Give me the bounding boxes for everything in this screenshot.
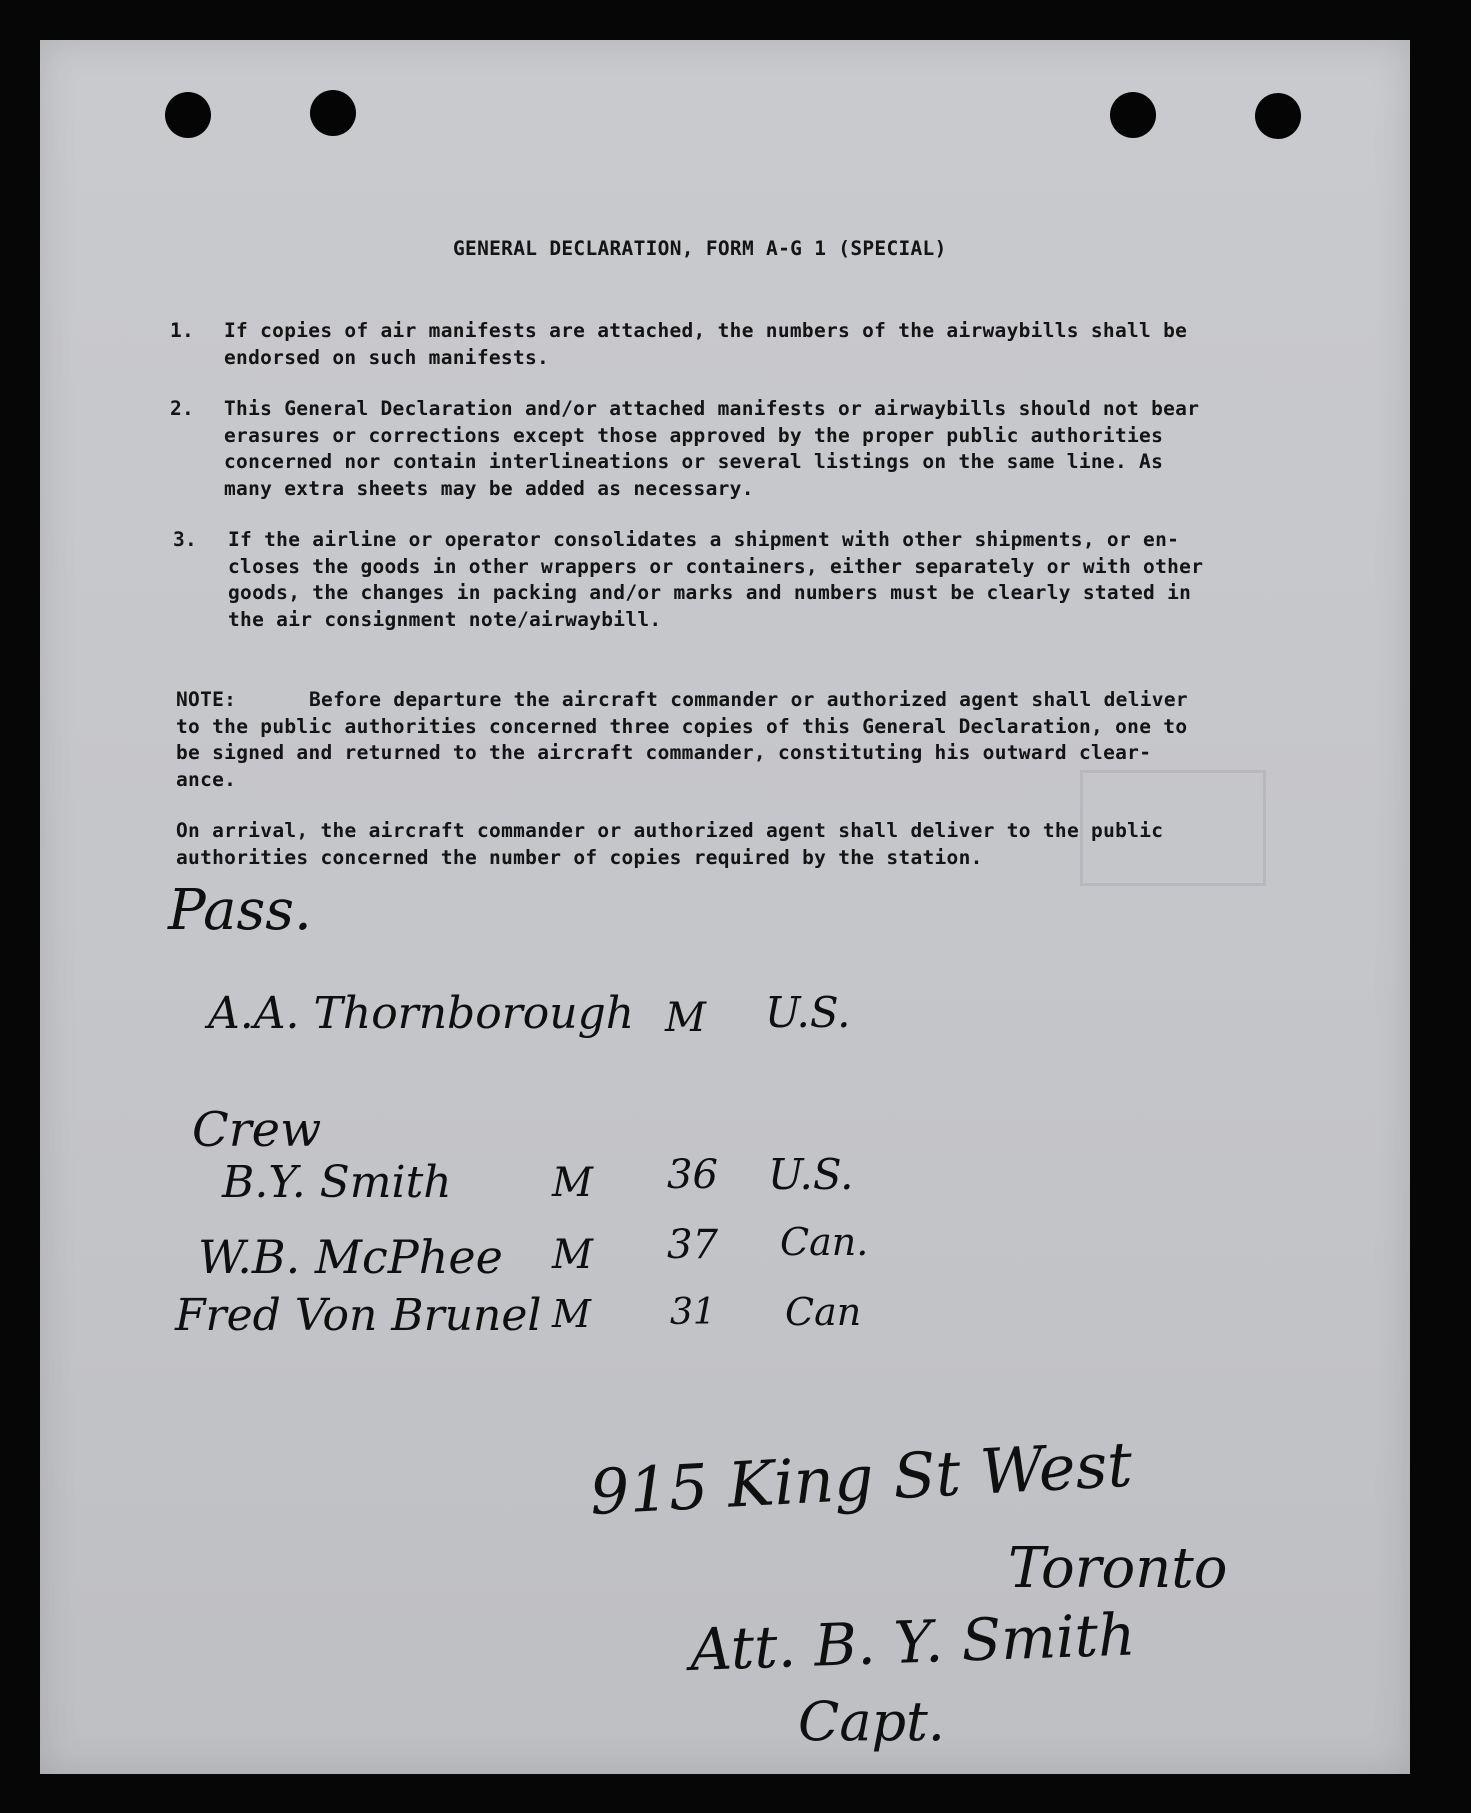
item-1-line: If copies of air manifests are attached, the numbers of the airwaybills shall be: [224, 319, 1188, 342]
item-2-line: This General Declaration and/or attached manifests or airwaybills should not bear: [224, 397, 1200, 420]
handwritten-crew-nationality: Can: [785, 1290, 862, 1334]
item-2-line: many extra sheets may be added as necessary.: [224, 476, 754, 500]
handwritten-passenger-sex: M: [665, 995, 706, 1041]
handwritten-crew-age: 31: [670, 1292, 716, 1333]
arrival-line: authorities concerned the number of copies required by the station.: [176, 845, 983, 869]
item-3-line: the air consignment note/airwaybill.: [228, 607, 662, 631]
handwritten-crew-heading: Crew: [192, 1102, 322, 1158]
note-line: to the public authorities concerned three copies of this General Declaration, one to: [176, 714, 1188, 738]
handwritten-crew-age: 36: [667, 1152, 718, 1198]
handwritten-passenger-nationality: U.S.: [765, 988, 851, 1037]
item-2-line: concerned nor contain interlineations or several listings on the same line. As: [224, 450, 1164, 473]
form-title: GENERAL DECLARATION, FORM A-G 1 (SPECIAL): [453, 237, 947, 260]
handwritten-crew-name: W.B. McPhee: [198, 1230, 503, 1284]
punch-hole-right-1: [1110, 92, 1156, 138]
handwritten-crew-name: B.Y. Smith: [222, 1157, 452, 1208]
handwritten-crew-nationality: Can.: [780, 1220, 869, 1264]
punch-hole-right-2: [1255, 93, 1301, 139]
item-2-text: [224, 396, 1284, 502]
note-line: be signed and returned to the aircraft commander, constituting his outward clear-: [176, 741, 1152, 764]
item-3-number: 3.: [173, 528, 198, 551]
punch-hole-left-1: [165, 92, 211, 138]
handwritten-address-line2: Toronto: [1008, 1536, 1228, 1601]
handwritten-crew-nationality: U.S.: [768, 1150, 854, 1199]
note-label: NOTE:: [176, 688, 237, 711]
handwritten-pass-heading: Pass.: [168, 878, 312, 943]
handwritten-crew-name: Fred Von Brunel: [175, 1290, 542, 1341]
item-1-line: endorsed on such manifests.: [224, 345, 550, 369]
arrival-line: On arrival, the aircraft commander or authorized agent shall deliver to the public: [176, 819, 1164, 842]
document-page: [40, 40, 1410, 1774]
item-1-text: [224, 318, 1284, 371]
handwritten-crew-sex: M: [552, 1232, 593, 1278]
handwritten-address-line1: 915 King St West: [588, 1427, 1134, 1529]
handwritten-attestation: Att. B. Y. Smith: [688, 1600, 1137, 1684]
note-line: ance.: [176, 767, 237, 791]
note-line: Before departure the aircraft commander or authorized agent shall deliver: [309, 688, 1188, 711]
item-3-line: goods, the changes in packing and/or marks and numbers must be clearly stated in: [228, 581, 1192, 604]
handwritten-passenger-name: A.A. Thornborough: [208, 988, 635, 1039]
item-2-number: 2.: [170, 397, 195, 420]
arrival-text: [176, 818, 1336, 871]
handwritten-crew-sex: M: [552, 1160, 593, 1206]
punch-hole-left-2: [310, 90, 356, 136]
item-3-line: closes the goods in other wrappers or containers, either separately or with other: [228, 554, 1204, 578]
item-2-line: erasures or corrections except those approved by the proper public authorities: [224, 423, 1164, 447]
note-text: [176, 687, 1336, 793]
item-3-line: If the airline or operator consolidates a shipment with other shipments, or en-: [228, 528, 1180, 551]
handwritten-title: Capt.: [798, 1690, 945, 1753]
item-3-text: [228, 527, 1288, 633]
handwritten-crew-age: 37: [667, 1222, 718, 1268]
item-1-number: 1.: [170, 319, 195, 342]
handwritten-crew-sex: M: [552, 1292, 591, 1336]
